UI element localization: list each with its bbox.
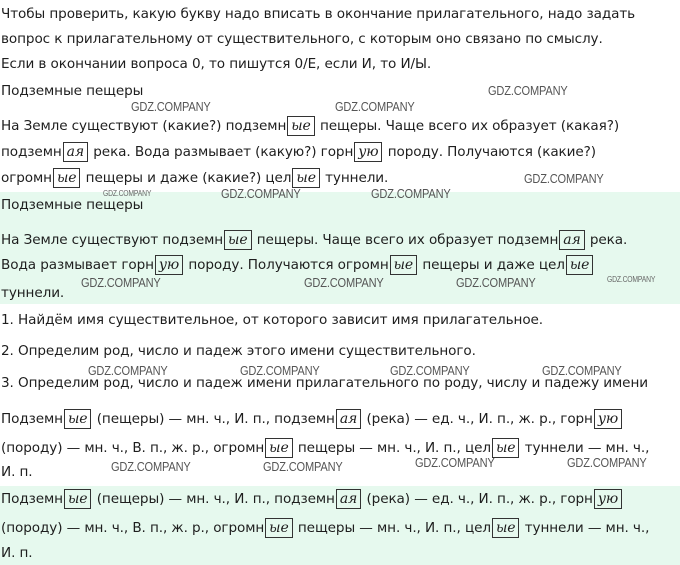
- text-segment: И. п.: [1, 464, 33, 480]
- ending-box: ые: [566, 255, 594, 275]
- text-segment: пещеры. Чаще всего их образует (какая?): [315, 118, 620, 134]
- rule-line-1: Чтобы проверить, какую букву надо вписать в окончание прилагательного, надо задать: [1, 6, 636, 22]
- text-segment: И. п.: [1, 545, 33, 561]
- exercise-title: Подземные пещеры: [1, 83, 144, 99]
- watermark: GDZ.COMPANY: [88, 363, 168, 378]
- ending-box: ая: [336, 489, 361, 509]
- step-3: 3. Определим род, число и падеж имени прилагательного по роду, числу и падежу имени: [1, 375, 648, 391]
- watermark: GDZ.COMPANY: [103, 189, 152, 198]
- watermark: GDZ.COMPANY: [567, 455, 647, 470]
- text-segment: туннели — мн. ч.,: [520, 520, 650, 536]
- ending-box: ые: [224, 230, 252, 250]
- ending-box: ые: [492, 518, 520, 538]
- watermark: GDZ.COMPANY: [304, 275, 384, 290]
- watermark: GDZ.COMPANY: [111, 459, 191, 474]
- text-segment: породу. Получаются огромн: [184, 257, 389, 273]
- answer1-line-2: [1, 254, 594, 276]
- ending-box: ые: [265, 518, 293, 538]
- ending-box: ую: [594, 489, 622, 509]
- ending-box: ые: [265, 438, 293, 458]
- exercise-line-3: [1, 167, 388, 189]
- answer2-line-3: [1, 542, 33, 564]
- ending-box: ые: [53, 168, 81, 188]
- watermark: GDZ.COMPANY: [456, 275, 536, 290]
- text-segment: туннели.: [320, 170, 389, 186]
- analysis-line-3: [1, 461, 33, 483]
- watermark: GDZ.COMPANY: [607, 275, 656, 284]
- answer1-line-3: [1, 282, 64, 304]
- text-segment: (река) — ед. ч., И. п., ж. р., горн: [362, 491, 593, 507]
- text-segment: река.: [585, 232, 628, 248]
- analysis-line-2: [1, 437, 649, 459]
- text-segment: пещеры — мн. ч., И. п., цел: [293, 440, 491, 456]
- watermark: GDZ.COMPANY: [488, 83, 568, 98]
- ending-box: ая: [559, 230, 584, 250]
- text-segment: (пещеры) — мн. ч., И. п., подземн: [92, 491, 335, 507]
- exercise-line-1: [1, 115, 619, 137]
- watermark: GDZ.COMPANY: [415, 455, 495, 470]
- ending-box: ые: [292, 168, 320, 188]
- analysis-line-1: [1, 408, 623, 430]
- text-segment: На Земле существуют (какие?) подземн: [1, 118, 287, 134]
- text-segment: Подземн: [1, 411, 63, 427]
- ending-box: ую: [594, 409, 622, 429]
- text-segment: пещеры и даже цел: [418, 257, 565, 273]
- watermark: GDZ.COMPANY: [240, 363, 320, 378]
- rule-line-2: вопрос к прилагательному от существительного, с которым оно связано по смыслу.: [1, 31, 603, 47]
- watermark: GDZ.COMPANY: [371, 186, 451, 201]
- text-segment: (породу) — мн. ч., В. п., ж. р., огромн: [1, 520, 265, 536]
- answer2-line-2: [1, 517, 649, 539]
- text-segment: пещеры. Чаще всего их образует подземн: [252, 232, 559, 248]
- ending-box: ая: [63, 142, 88, 162]
- text-segment: туннели.: [1, 285, 65, 301]
- text-segment: туннели — мн. ч.,: [520, 440, 650, 456]
- answer1-title: Подземные пещеры: [1, 197, 144, 213]
- watermark: GDZ.COMPANY: [263, 459, 343, 474]
- ending-box: ые: [287, 116, 315, 136]
- watermark: GDZ.COMPANY: [131, 99, 211, 114]
- ending-box: ые: [390, 255, 418, 275]
- answer2-line-1: [1, 488, 623, 510]
- watermark: GDZ.COMPANY: [81, 275, 161, 290]
- text-segment: Подземн: [1, 491, 63, 507]
- text-segment: (породу) — мн. ч., В. п., ж. р., огромн: [1, 440, 265, 456]
- text-segment: река. Вода размывает (какую?) горн: [89, 144, 354, 160]
- rule-block: [0, 0, 680, 80]
- text-segment: пещеры — мн. ч., И. п., цел: [293, 520, 491, 536]
- watermark: GDZ.COMPANY: [542, 363, 622, 378]
- text-segment: (пещеры) — мн. ч., И. п., подземн: [92, 411, 335, 427]
- step-2: 2. Определим род, число и падеж этого имени существительного.: [1, 343, 476, 359]
- text-segment: (река) — ед. ч., И. п., ж. р., горн: [362, 411, 593, 427]
- steps-block: [0, 304, 680, 394]
- watermark: GDZ.COMPANY: [524, 171, 604, 186]
- text-segment: пещеры и даже (какие?) цел: [81, 170, 292, 186]
- ending-box: ые: [492, 438, 520, 458]
- rule-line-3: Если в окончании вопроса 0, то пишутся 0/Е, если И, то И/Ы.: [1, 56, 432, 72]
- text-segment: подземн: [1, 144, 62, 160]
- watermark: GDZ.COMPANY: [221, 186, 301, 201]
- watermark: GDZ.COMPANY: [335, 99, 415, 114]
- text-segment: огромн: [1, 170, 52, 186]
- ending-box: ая: [336, 409, 361, 429]
- ending-box: ые: [64, 409, 92, 429]
- text-segment: Вода размывает горн: [1, 257, 154, 273]
- text-segment: породу. Получаются (какие?): [383, 144, 596, 160]
- text-segment: На Земле существуют подземн: [1, 232, 224, 248]
- exercise-line-2: [1, 141, 596, 163]
- answer1-line-1: [1, 229, 627, 251]
- ending-box: ые: [64, 489, 92, 509]
- step-1: 1. Найдём имя существительное, от которого зависит имя прилагательное.: [1, 312, 544, 328]
- answer-block-2: [0, 486, 680, 565]
- ending-box: ую: [155, 255, 183, 275]
- ending-box: ую: [354, 142, 382, 162]
- watermark: GDZ.COMPANY: [390, 363, 470, 378]
